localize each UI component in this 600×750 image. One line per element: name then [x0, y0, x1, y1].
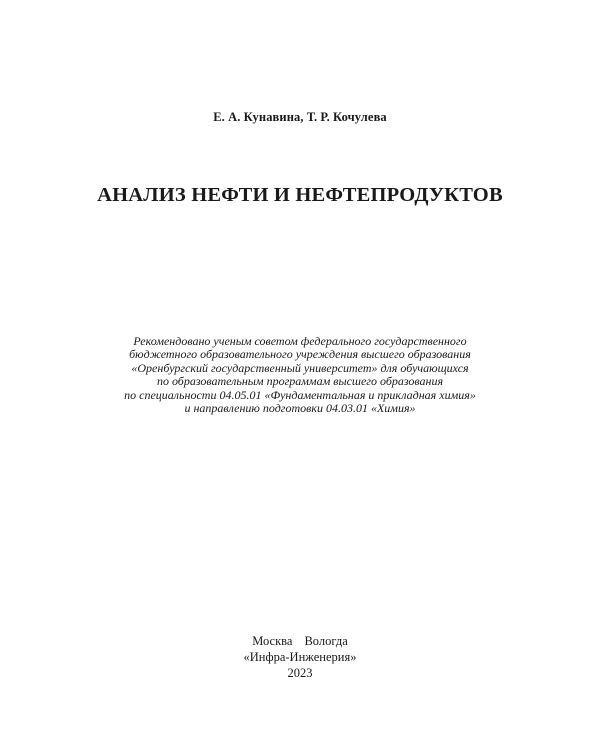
recommendation-line: «Оренбургский государственный университет» для обучающихся [131, 360, 469, 375]
publication-year: 2023 [287, 666, 313, 680]
recommendation-line: по образовательным программам высшего образования [156, 374, 444, 389]
recommendation-line: и направлению подготовки 04.03.01 «Химия» [184, 401, 416, 416]
imprint-block [0, 633, 600, 681]
recommendation-line: Рекомендовано ученым советом федерального государственного [133, 334, 467, 348]
city-moscow: Москва [252, 634, 293, 648]
recommendation-line: бюджетного образовательного учреждения высшего образования [129, 347, 471, 362]
city-vologda: Вологда [304, 634, 348, 648]
recommendation-line: по специальности 04.05.01 «Фундаментальная и прикладная химия» [124, 387, 476, 402]
authors-line: Е. А. Кунавина, Т. Р. Кочулева [213, 110, 387, 124]
recommendation-block [0, 335, 600, 415]
book-title: АНАЛИЗ НЕФТИ И НЕФТЕПРОДУКТОВ [97, 184, 503, 206]
publisher-name: «Инфра-Инженерия» [243, 650, 357, 664]
publication-cities [0, 633, 600, 649]
